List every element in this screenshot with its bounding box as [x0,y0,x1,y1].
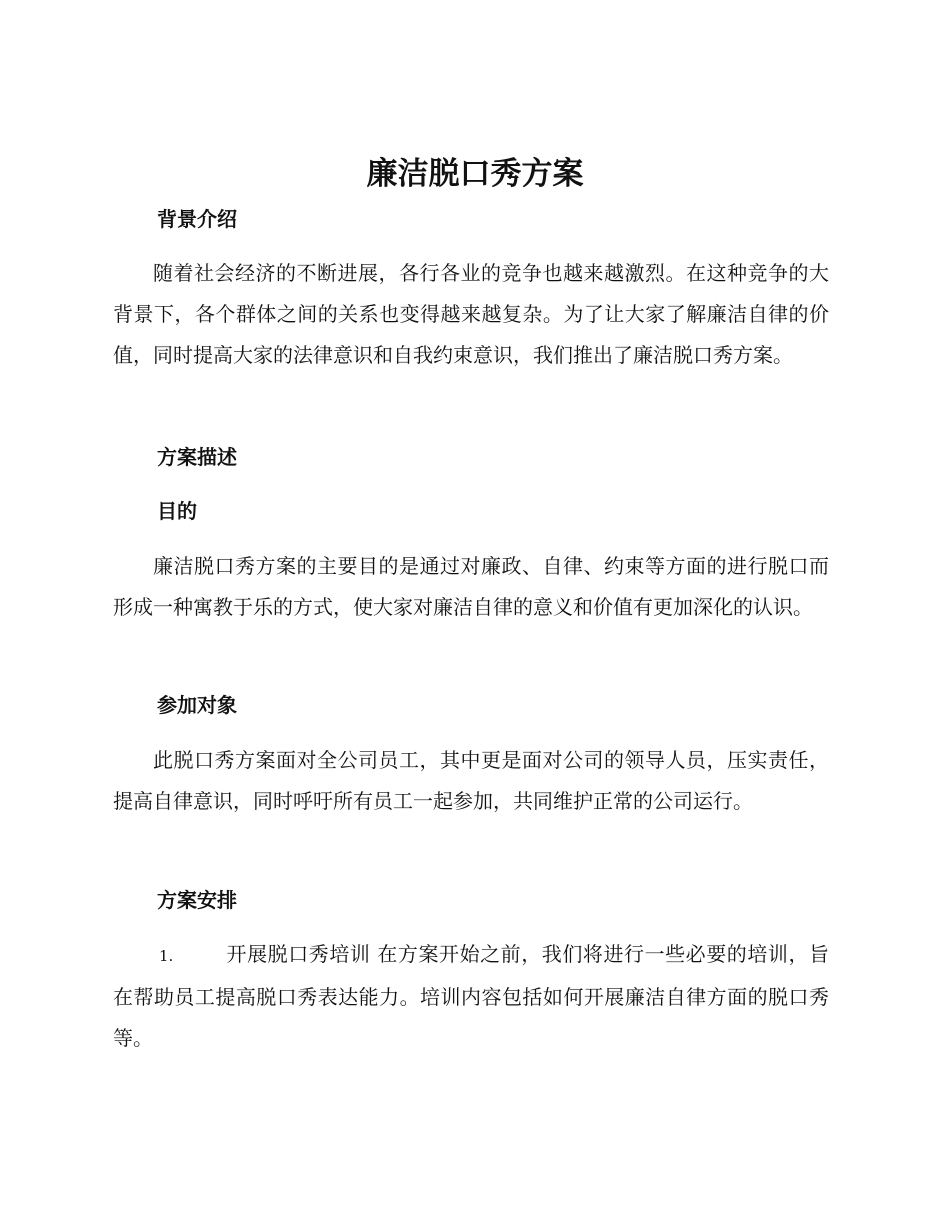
participants-heading: 参加对象 [157,693,237,717]
arrangement-item-1 [113,934,829,1059]
purpose-paragraph: 廉洁脱口秀方案的主要目的是通过对廉政、自律、约束等方面的进行脱口而形成一种寓教于乐的方式，使大家对廉洁自律的意义和价值有更加深化的认识。 [113,554,829,619]
description-heading: 方案描述 [157,445,237,469]
participants-paragraph: 此脱口秀方案面对全公司员工，其中更是面对公司的领导人员，压实责任，提高自律意识，同时呼吁所有员工一起参加，共同维护正常的公司运行。 [113,748,829,813]
list-item-text: 在方案开始之前，我们将进行一些必要的培训，旨在帮助员工提高脱口秀表达能力。培训内容包括如何开展廉洁自律方面的脱口秀等。 [113,942,830,1050]
document-title: 廉洁脱口秀方案 [366,156,584,192]
background-paragraph: 随着社会经济的不断进展，各行各业的竞争也越来越激烈。在这种竞争的大背景下，各个群体之间的关系也变得越来越复杂。为了让大家了解廉洁自律的价值，同时提高大家的法律意识和自我约束意识，我们推出了廉洁脱口秀方案。 [113,261,829,367]
background-heading: 背景介绍 [157,207,237,231]
purpose-heading: 目的 [157,499,197,523]
list-item-title: 开展脱口秀培训 [226,942,371,966]
list-number: 1. [159,947,174,965]
arrangement-heading: 方案安排 [157,888,237,912]
